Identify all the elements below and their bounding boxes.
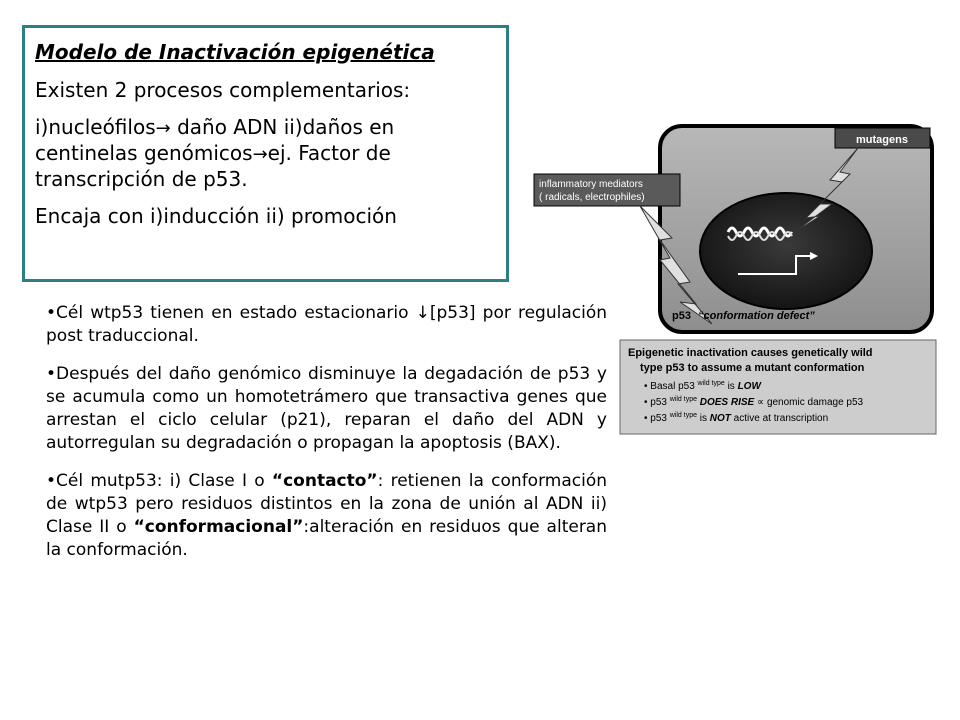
- process-nucleophiles: i)nucleófilos: [35, 115, 156, 139]
- process-transcription: transcripción de p53.: [35, 167, 248, 191]
- right-arrow-icon: →: [252, 144, 268, 165]
- caption-title: Epigenetic inactivation causes genetically wild: [628, 347, 873, 359]
- mutagens-label: mutagens: [856, 134, 908, 146]
- title-box: [22, 25, 509, 282]
- bullet-mutp53: •Cél mutp53: i) Clase I o “contacto”: retienen la conformación de wtp53 pero residuos distintos en la zona de unión al ADN ii) Clase II o “conformacional”:alteración en residuos que alteran la conformación.: [46, 471, 607, 560]
- inflammatory-label: inflammatory mediators: [539, 179, 643, 190]
- caption-title-line2: type p53 to assume a mutant conformation: [640, 362, 865, 374]
- caption-item-3: • p53 $^{wild type}$ is NOT active at transcription: [644, 412, 829, 424]
- process-description: [35, 115, 506, 192]
- process-example: ej. Factor de: [267, 141, 391, 165]
- term-contacto: “contacto”: [271, 471, 378, 491]
- bullet-wtp53: •Cél wtp53 tienen en estado estacionario ↓[p53] por regulación post traduccional.: [46, 303, 607, 346]
- bullet-genomic-damage: •Después del daño genómico disminuye la degadación de p53 y se acumula como un homotetrámero que transactiva genes que arrestan el ciclo celular (p21), reparan el daño del ADN y autorregulan su degradación o propagan la apoptosis (BAX).: [46, 364, 607, 453]
- right-arrow-icon: →: [155, 118, 171, 139]
- svg-text:p53 “conformation defect”: [672, 310, 815, 322]
- process-dna-damage: daño ADN ii)daños en: [170, 115, 395, 139]
- epigenetic-inactivation-figure: [520, 108, 940, 438]
- intro-line: Existen 2 procesos complementarios:: [35, 78, 411, 102]
- conformation-defect-label: “conformation defect”: [698, 310, 815, 322]
- page-title: Modelo de Inactivación epigenética: [35, 40, 435, 64]
- caption-item-2: • p53 $^{wild type}$ DOES RISE ∝ genomic damage p53: [644, 396, 864, 408]
- term-conformacional: “conformacional”: [133, 517, 304, 537]
- process-sentinels: centinelas genómicos: [35, 141, 253, 165]
- p53-label: p53: [672, 310, 691, 322]
- fit-line: Encaja con i)inducción ii) promoción: [35, 204, 397, 228]
- inflammatory-sublabel: ( radicals, electrophiles): [539, 192, 645, 203]
- nucleus-shape: [700, 193, 872, 309]
- caption-item-1: • Basal p53 $^{wild type}$ is LOW: [644, 380, 761, 392]
- down-arrow-icon: ↓: [415, 303, 430, 323]
